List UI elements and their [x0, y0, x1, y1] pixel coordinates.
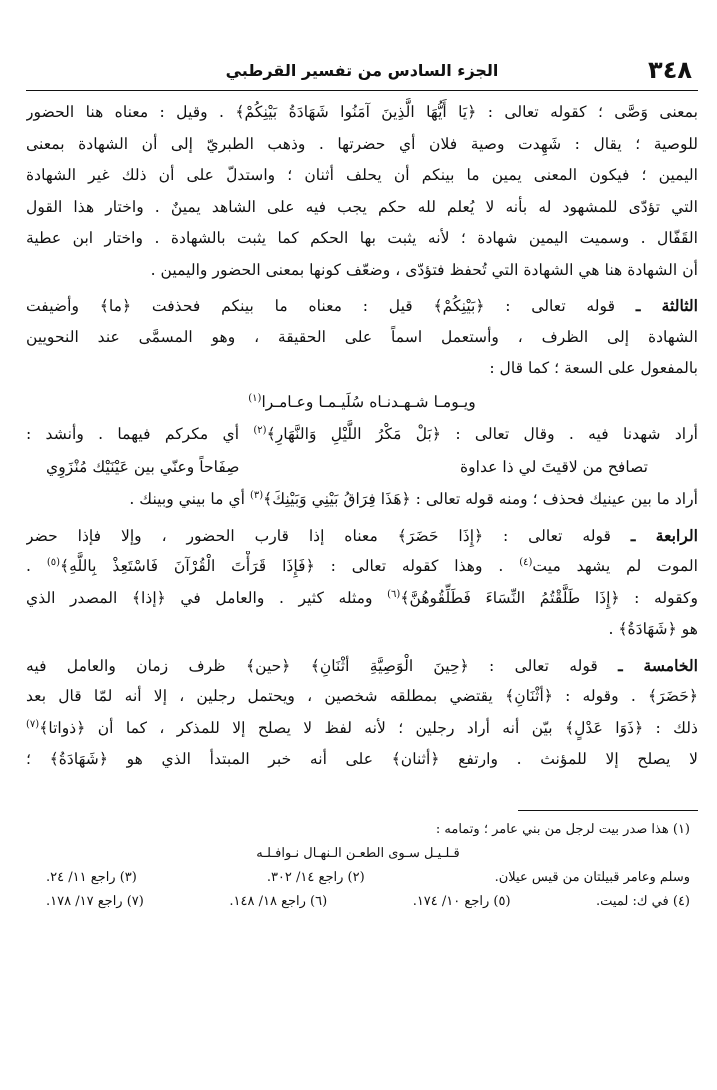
text-line: وكقوله : ﴿إِذَا طَلَّقْتُمُ النِّسَاءَ فَطَلِّقُوهُنَّ﴾$^{(٦)}$ ومثله كثير . والعامل في ﴿إذا﴾ المصدر الذي — [26, 588, 698, 607]
text-line: هو ﴿شَهَادَةُ﴾ . — [608, 620, 698, 638]
text-line: أراد ما بين عينيك فحذف ؛ ومنه قوله تعالى : ﴿هَذَا فِرَاقُ بَيْنِي وَبَيْنِكَ﴾$^{(٣)}$ أي ما بيني وبينك . — [129, 489, 698, 508]
section-label-fifth: الخامسة ـ — [618, 655, 698, 675]
footnote-3: (٣) راجع ١١/ ٢٤. — [46, 869, 137, 885]
text-line: لا يصلح إلا للمؤنث . وارتفع ﴿أثنان﴾ على أنه خبر المبتدأ الذي هو ﴿شَهَادَةُ﴾ ؛ — [26, 750, 698, 768]
page-number: ٣٤٨ — [648, 56, 692, 84]
text-line: الموت لم يشهد ميت$^{(٤)}$ . وهذا كقوله تعالى : ﴿فَإِذَا قَرَأْتَ الْقُرْآنَ فَاسْتَعِذْ بِاللَّهِ﴾$^{(٥)}$ . — [26, 556, 698, 575]
text-line: القَفّال . وسميت اليمين شهادة ؛ لأنه يثبت بها الحكم كما يثبت بالشهادة . واختار ابن عطية — [26, 229, 698, 247]
footnote-5: (٥) راجع ١٠/ ١٧٤. — [412, 893, 511, 909]
text-line: الشهادة إلى الظرف ، وأستعمل اسماً على الحقيقة ، وهو المسمَّى عند النحويين — [26, 327, 698, 346]
footnote-ref: (٢) — [253, 424, 267, 436]
footnote-row — [26, 891, 690, 915]
section-label-third: الثالثة ـ — [635, 296, 698, 315]
footnote-7: (٧) راجع ١٧/ ١٧٨. — [46, 893, 144, 909]
footnote-1: (١) هذا صدر بيت لرجل من بني عامر ؛ وتمامه : — [435, 821, 690, 837]
text-line: للوصية ؛ يقال : شَهِدت وصية فلان أي حضرتها . وذهب الطبريّ إلى أن الشهادة بمعنى — [26, 134, 698, 153]
footnote-ref: (٣) — [249, 489, 264, 501]
page-header — [26, 50, 698, 91]
poetry-verse — [26, 450, 698, 484]
section-fourth-line: الرابعة ـ قوله تعالى : ﴿إِذَا حَضَرَ﴾ معناه إذا قارب الحضور ، وإلا فإذا حضر — [26, 525, 698, 545]
footnote-1-verse: قـلـيـل سـوى الطعـن الـنهـال نـوافـلـه — [256, 845, 460, 861]
book-page — [26, 50, 698, 915]
section-fifth-line: الخامسة ـ قوله تعالى : ﴿حِينَ الْوَصِيَّةِ أثْنَانِ﴾ ﴿حين﴾ ظرف زمان والعامل فيه — [26, 655, 698, 675]
section-third-line: الثالثة ـ قوله تعالى : ﴿بَيْنِكُمْ﴾ قيل : معناه ما بينكم فحذفت ﴿ما﴾ وأضيفت — [26, 296, 698, 315]
poetry-verse: ويـومـا شـهـدنـاه سُلَيـمـا وعـامـرا$^{(١)}$ — [248, 392, 476, 411]
footnote-row — [26, 867, 690, 891]
running-title: الجزء السادس من تفسير القرطبي — [225, 61, 499, 80]
section-label-fourth: الرابعة ـ — [630, 525, 698, 545]
footnote-2: (٢) راجع ١٤/ ٣٠٢. — [266, 869, 365, 885]
footnote-6: (٦) راجع ١٨/ ١٤٨. — [229, 893, 328, 909]
verse-hemistich-right: تصافح من لاقيتَ لي ذا عداوة — [459, 458, 648, 476]
text-line: بالمفعول على السعة ؛ كما قال : — [489, 359, 698, 377]
text-line: ذلك : ﴿ذَوَا عَدْلٍ﴾ بيّن أنه أراد رجلين ؛ لأنه لفظ لا يصلح إلا للمذكر ، كما أن ﴿ذواتا﴾$^{(٧)}$ — [26, 718, 698, 737]
footnote-ref: (٧) — [26, 718, 40, 730]
footnote-4: (٤) في ك: لميت. — [596, 893, 690, 909]
text-line: بمعنى وَصَّى ؛ كقوله تعالى : ﴿يَا أَيُّهَا الَّذِينَ آمَنُوا شَهَادَةُ بَيْنِكُمْ﴾ . وقيل : معناه هنا الحضور — [26, 103, 698, 121]
verse-hemistich-left: صِفَاحاً وعنّي بين عَيْنَيْك مُنْزَوِي — [46, 458, 240, 476]
text-line: التي تؤدّى للمشهود له بأنه لا يُعلم لله حكم يجب فيه على الشاهد يمينٌ . واختار هذا القول — [26, 197, 698, 216]
footnote-ref: (٥) — [46, 556, 61, 568]
footnote-divider — [518, 810, 698, 811]
text-line: ﴿حَضَرَ﴾ . وقوله : ﴿أثْنَانِ﴾ يقتضي بمطلقه شخصين ، ويحتمل رجلين ، إلا أنه لمّا قال بعد — [26, 687, 698, 705]
text-line: أن الشهادة هنا هي الشهادة التي تُحفظ فتؤدّى ، وضعّف كونها بمعنى الحضور واليمين . — [150, 260, 698, 279]
footnotes — [26, 819, 698, 915]
text-line: اليمين ؛ فيكون المعنى يمين ما بينكم أن يحلف أثنان ؛ واستدلّ على أن ذلك غير الشهادة — [26, 166, 698, 184]
body-text — [26, 97, 698, 776]
footnote-1-source: وسلم وعامر قبيلتان من قيس عيلان. — [494, 869, 690, 885]
footnote-ref: (١) — [248, 392, 262, 404]
footnote-ref: (٤) — [519, 556, 533, 568]
text-line: أراد شهدنا فيه . وقال تعالى : ﴿بَلْ مَكْرُ اللَّيْلِ وَالنَّهَارِ﴾$^{(٢)}$ أي مكركم فيهما . وأنشد : — [26, 424, 698, 443]
footnote-ref: (٦) — [387, 588, 401, 600]
